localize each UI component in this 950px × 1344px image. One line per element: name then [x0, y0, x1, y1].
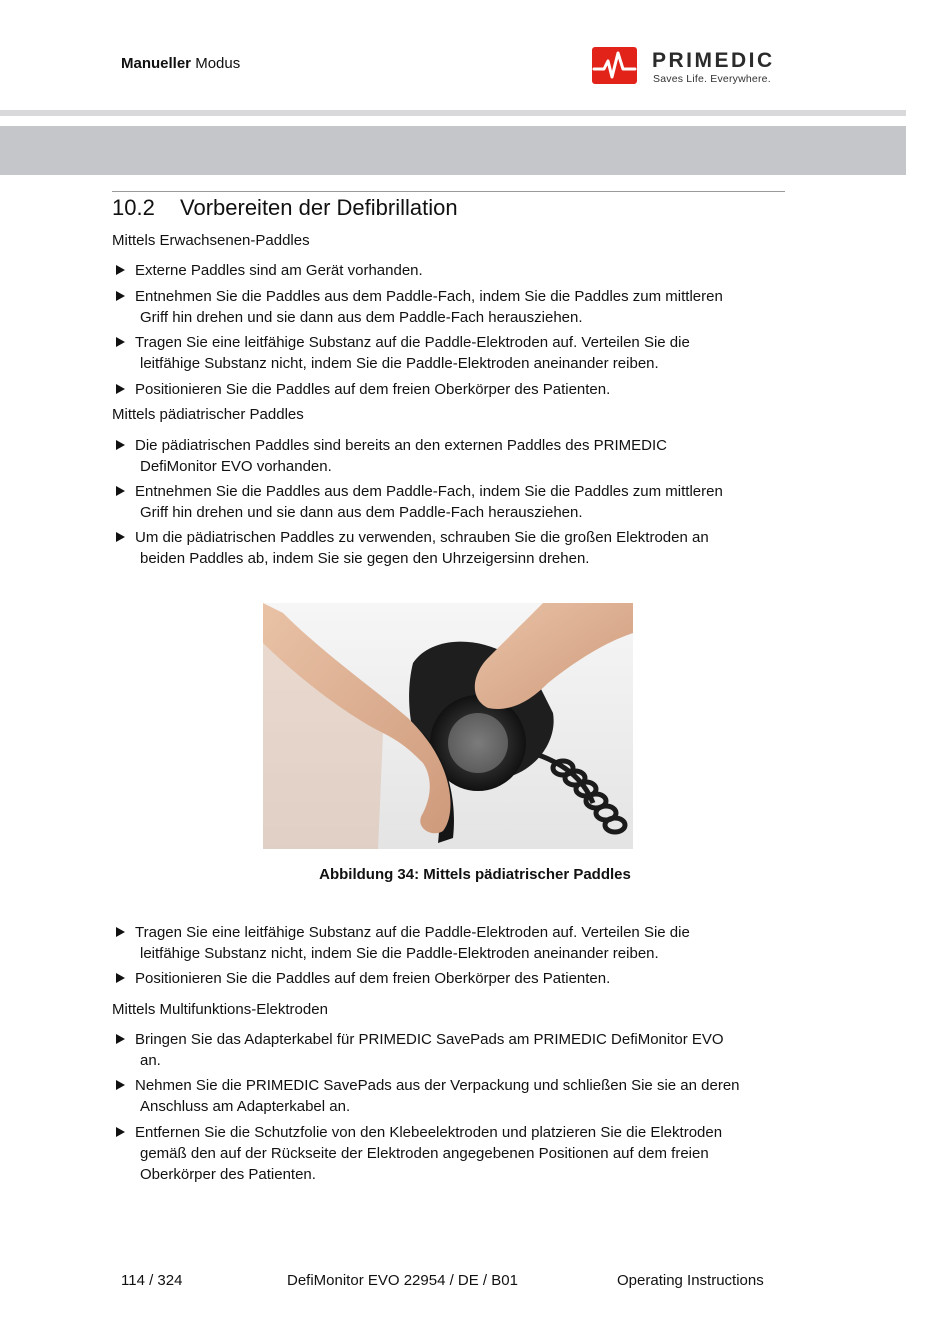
bullet-triangle-icon: [116, 532, 125, 542]
heartbeat-logo-icon: [592, 47, 637, 84]
list-item-text: Die pädiatrischen Paddles sind bereits an den externen Paddles des PRIMEDIC: [135, 437, 667, 454]
list-item: [116, 922, 786, 964]
header-band: [0, 126, 906, 175]
figure-caption: Abbildung 34: Mittels pädiatrischer Paddles: [319, 866, 631, 883]
list-item-text: Entfernen Sie die Schutzfolie von den Klebeelektroden und platzieren Sie die Elektroden: [135, 1124, 723, 1141]
bullet-triangle-icon: [116, 265, 125, 275]
subheading-pediatric-paddles: Mittels pädiatrischer Paddles: [112, 406, 304, 423]
list-item-text: Positionieren Sie die Paddles auf dem freien Oberkörper des Patienten.: [135, 970, 611, 987]
logo-tagline: Saves Life. Everywhere.: [653, 73, 771, 85]
list-item: [116, 527, 786, 569]
section-rule: [112, 191, 785, 192]
list-item-text: Tragen Sie eine leitfähige Substanz auf die Paddle-Elektroden auf. Verteilen Sie die: [135, 334, 690, 351]
list-item-text: Entnehmen Sie die Paddles aus dem Paddle-Fach, indem Sie die Paddles zum mittleren: [135, 483, 723, 500]
footer-page-number: 114 / 324: [121, 1272, 183, 1289]
list-item-text-cont: leitfähige Substanz nicht, indem Sie die Paddle-Elektroden aneinander reiben.: [140, 355, 659, 372]
list-item: [116, 1029, 786, 1071]
running-header-rest: Modus: [191, 55, 241, 72]
list-item: [116, 260, 786, 281]
list-item-text-cont: Oberkörper des Patienten.: [140, 1166, 316, 1183]
list-item: [116, 286, 786, 328]
section-heading: Vorbereiten der Defibrillation: [180, 195, 458, 220]
section-title: [112, 195, 458, 221]
list-item-text: Entnehmen Sie die Paddles aus dem Paddle-Fach, indem Sie die Paddles zum mittleren: [135, 288, 723, 305]
primedic-logo: [592, 47, 782, 87]
figure-pediatric-paddles-photo: [263, 603, 633, 849]
bullet-triangle-icon: [116, 973, 125, 983]
list-item-text-cont: Griff hin drehen und sie dann aus dem Paddle-Fach herausziehen.: [140, 504, 583, 521]
bullet-triangle-icon: [116, 927, 125, 937]
list-item-text: Nehmen Sie die PRIMEDIC SavePads aus der Verpackung und schließen Sie sie an deren: [135, 1077, 740, 1094]
bullet-triangle-icon: [116, 1034, 125, 1044]
list-item-text-cont: beiden Paddles ab, indem Sie sie gegen den Uhrzeigersinn drehen.: [140, 550, 590, 567]
list-item-text: Externe Paddles sind am Gerät vorhanden.: [135, 262, 423, 279]
list-item-text: Positionieren Sie die Paddles auf dem freien Oberkörper des Patienten.: [135, 381, 611, 398]
bullet-triangle-icon: [116, 486, 125, 496]
section-number: 10.2: [112, 195, 155, 220]
list-item: [116, 1122, 786, 1185]
list-item-text: Bringen Sie das Adapterkabel für PRIMEDIC SavePads am PRIMEDIC DefiMonitor EVO: [135, 1031, 724, 1048]
bullet-triangle-icon: [116, 1127, 125, 1137]
list-item-text-cont: an.: [140, 1052, 161, 1069]
header-divider: [0, 110, 906, 116]
list-item: [116, 481, 786, 523]
list-item: [116, 435, 786, 477]
subheading-adult-paddles: Mittels Erwachsenen-Paddles: [112, 232, 310, 249]
list-item: [116, 379, 786, 400]
bullet-triangle-icon: [116, 440, 125, 450]
bullet-triangle-icon: [116, 291, 125, 301]
list-item-text-cont: Griff hin drehen und sie dann aus dem Paddle-Fach herausziehen.: [140, 309, 583, 326]
list-item-text-cont: Anschluss am Adapterkabel an.: [140, 1098, 351, 1115]
list-item-text-cont: leitfähige Substanz nicht, indem Sie die Paddle-Elektroden aneinander reiben.: [140, 945, 659, 962]
running-header: [121, 55, 240, 72]
footer-document-id: DefiMonitor EVO 22954 / DE / B01: [287, 1272, 518, 1289]
list-item-text-cont: DefiMonitor EVO vorhanden.: [140, 458, 332, 475]
bullet-triangle-icon: [116, 337, 125, 347]
list-item: [116, 968, 786, 989]
running-header-bold: Manueller: [121, 55, 192, 72]
subheading-multifunction-electrodes: Mittels Multifunktions-Elektroden: [112, 1001, 328, 1018]
list-item-text-cont: gemäß den auf der Rückseite der Elektroden angegebenen Positionen auf dem freien: [140, 1145, 709, 1162]
list-item-text: Tragen Sie eine leitfähige Substanz auf die Paddle-Elektroden auf. Verteilen Sie die: [135, 924, 690, 941]
list-item: [116, 332, 786, 374]
list-item-text: Um die pädiatrischen Paddles zu verwenden, schrauben Sie die großen Elektroden an: [135, 529, 709, 546]
bullet-triangle-icon: [116, 1080, 125, 1090]
footer-document-type: Operating Instructions: [617, 1272, 764, 1289]
list-item: [116, 1075, 786, 1117]
logo-name: PRIMEDIC: [652, 49, 775, 72]
bullet-triangle-icon: [116, 384, 125, 394]
